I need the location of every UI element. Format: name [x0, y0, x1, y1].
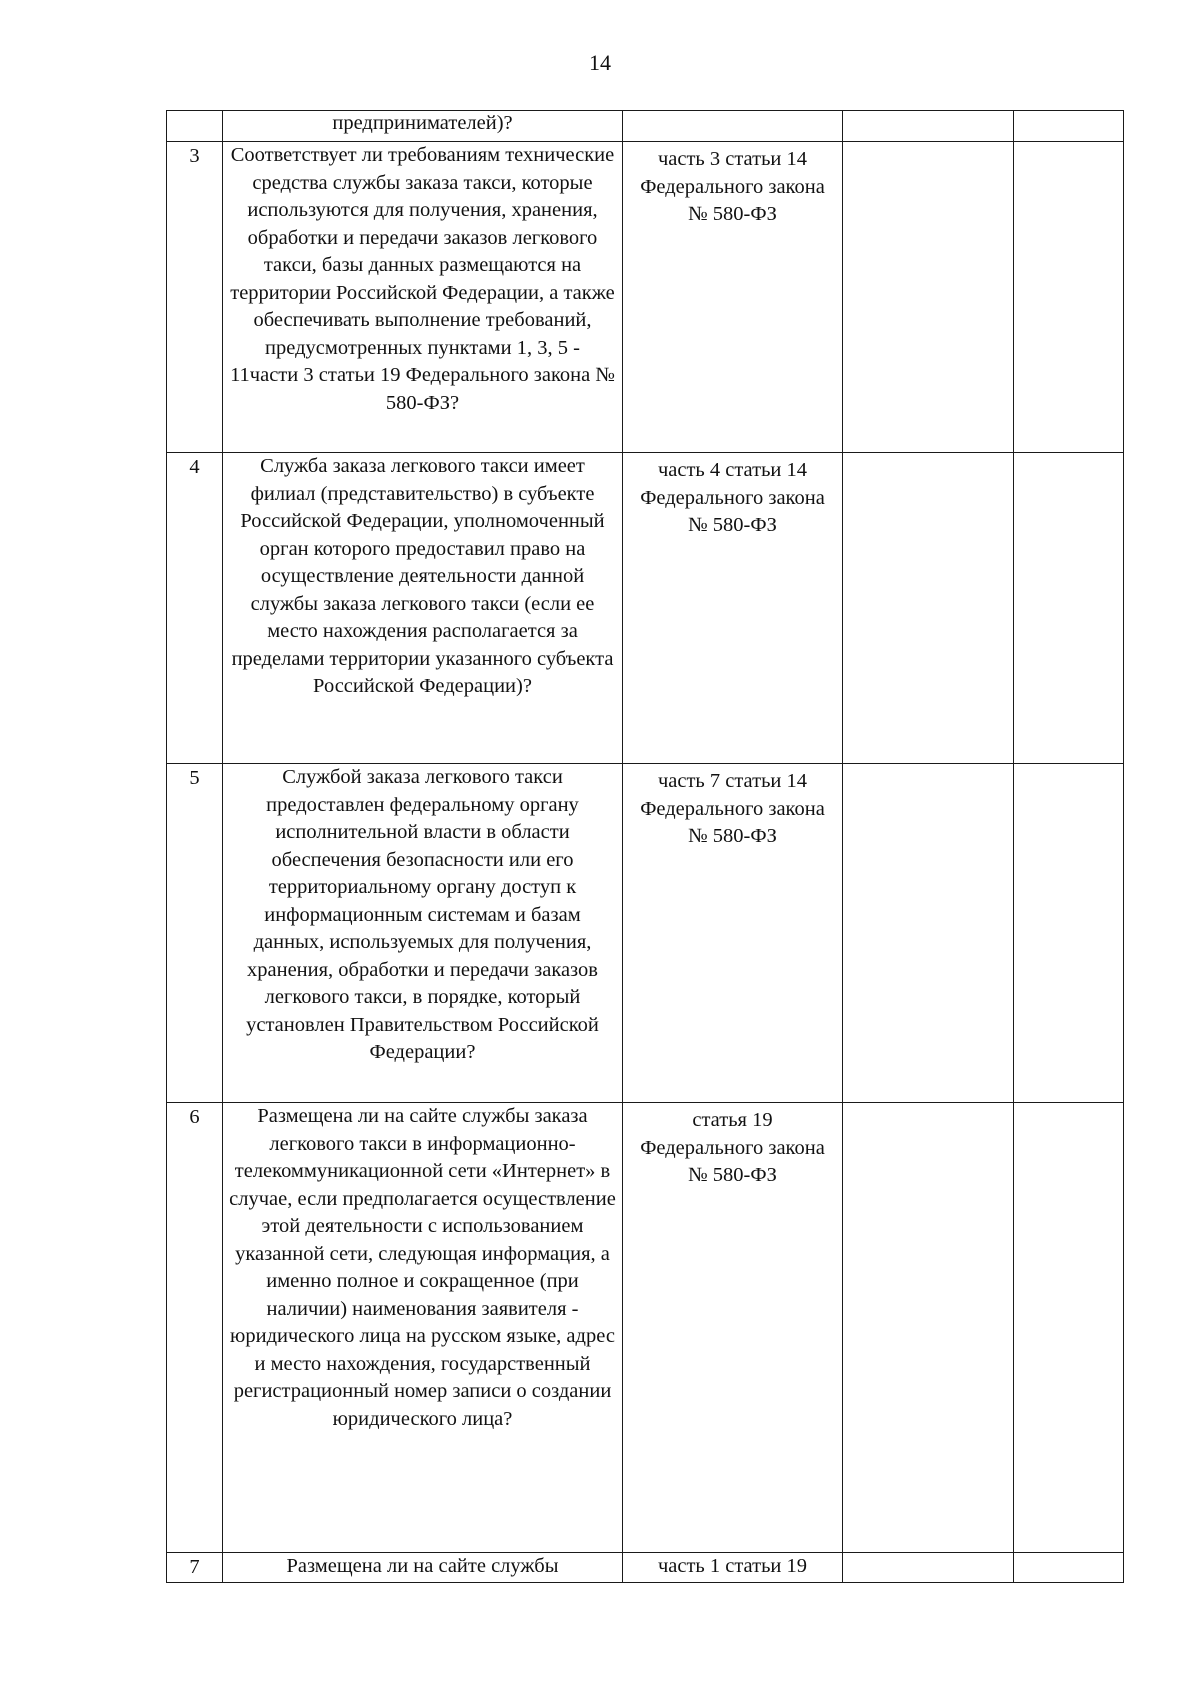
row-number: 6 [167, 1103, 223, 1553]
row-number: 7 [167, 1553, 223, 1583]
question-cell: Размещена ли на сайте службы заказа легкового такси в информационно-телекоммуникационной сети «Интернет» в случае, если предполагается осуществление этой деятельности с использованием указанной сети, следующая информация, а именно полное и сокращенное (при наличии) наименования заявителя - юридического лица на русском языке, адрес и место нахождения, государственный регистрационный номер записи о создании юридического лица? [223, 1103, 623, 1553]
page-number: 14 [589, 50, 611, 75]
row-number: 4 [167, 453, 223, 764]
answer-cell [843, 1103, 1014, 1553]
table-row [167, 142, 1124, 453]
table-row [167, 1553, 1124, 1583]
question-cell: предпринимателей)? [223, 111, 623, 142]
table-row [167, 1103, 1124, 1553]
note-cell [1014, 1553, 1124, 1583]
answer-cell [843, 111, 1014, 142]
note-cell [1014, 764, 1124, 1103]
question-cell: Соответствует ли требованиям технические средства службы заказа такси, которые используются для получения, хранения, обработки и передачи заказов легкового такси, базы данных размещаются на территории Российской Федерации, а также обеспечивать выполнение требований, предусмотренных пунктами 1, 3, 5 - 11части 3 статьи 19 Федерального закона № 580-ФЗ? [223, 142, 623, 453]
note-cell [1014, 111, 1124, 142]
answer-cell [843, 764, 1014, 1103]
answer-cell [843, 453, 1014, 764]
row-number: 3 [167, 142, 223, 453]
answer-cell [843, 142, 1014, 453]
reference-cell: часть 3 статьи 14 Федерального закона № 580-ФЗ [623, 142, 843, 453]
reference-cell: часть 1 статьи 19 [623, 1553, 843, 1583]
reference-cell [623, 111, 843, 142]
reference-cell: часть 4 статьи 14 Федерального закона № 580-ФЗ [623, 453, 843, 764]
reference-cell: часть 7 статьи 14 Федерального закона № 580-ФЗ [623, 764, 843, 1103]
checklist-table [166, 110, 1124, 1583]
note-cell [1014, 453, 1124, 764]
question-cell: Службой заказа легкового такси предоставлен федеральному органу исполнительной власти в области обеспечения безопасности или его территориальному органу доступ к информационным системам и базам данных, используемых для получения, хранения, обработки и передачи заказов легкового такси, в порядке, который установлен Правительством Российской Федерации? [223, 764, 623, 1103]
row-number [167, 111, 223, 142]
question-cell: Служба заказа легкового такси имеет филиал (представительство) в субъекте Российской Федерации, уполномоченный орган которого предоставил право на осуществление деятельности данной службы заказа легкового такси (если ее место нахождения располагается за пределами территории указанного субъекта Российской Федерации)? [223, 453, 623, 764]
note-cell [1014, 142, 1124, 453]
question-cell: Размещена ли на сайте службы [223, 1553, 623, 1583]
reference-cell: статья 19 Федерального закона № 580-ФЗ [623, 1103, 843, 1553]
table-row [167, 111, 1124, 142]
row-number: 5 [167, 764, 223, 1103]
note-cell [1014, 1103, 1124, 1553]
answer-cell [843, 1553, 1014, 1583]
table-row [167, 764, 1124, 1103]
table-row [167, 453, 1124, 764]
